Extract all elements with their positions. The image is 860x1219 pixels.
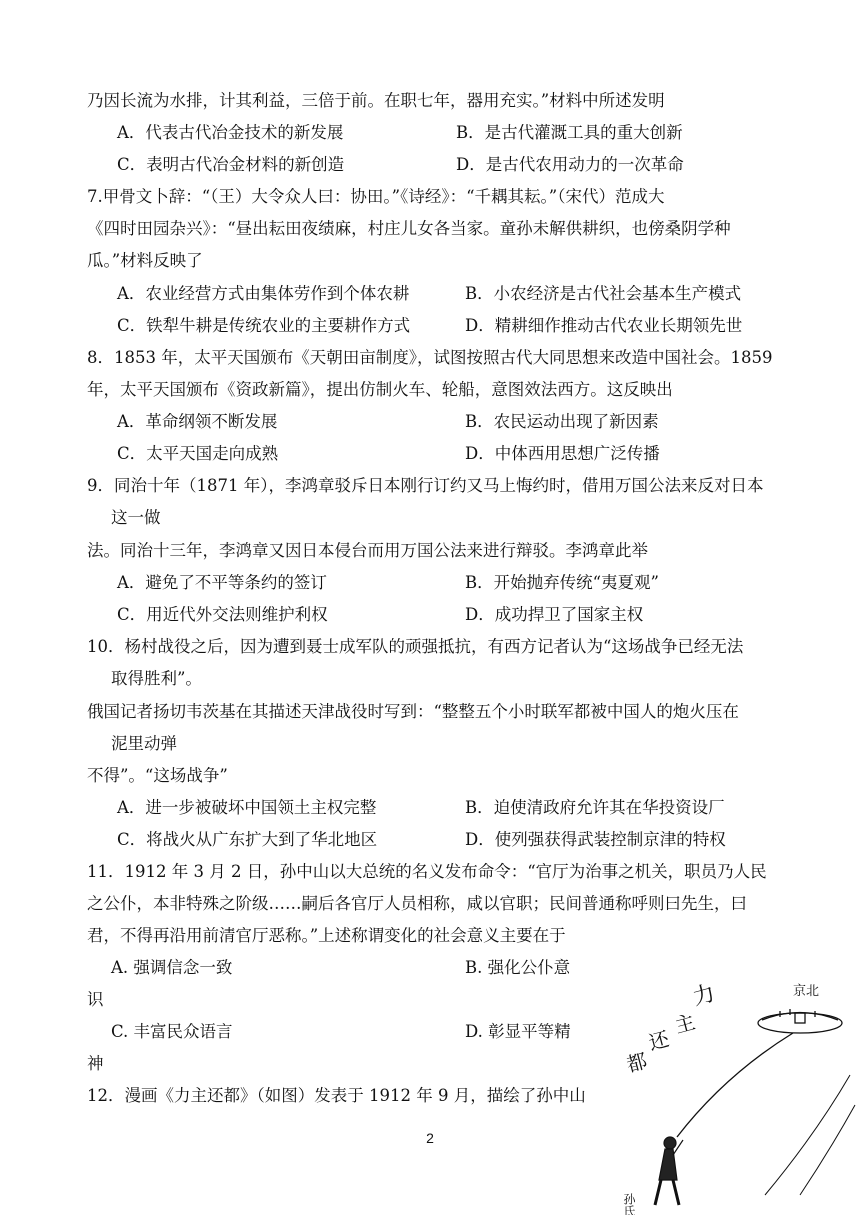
q7-option-b: B．小农经济是古代社会基本生产模式 (465, 284, 742, 303)
q9-line-2: 这一做 (111, 508, 161, 527)
q10-option-c: C．将战火从广东扩大到了华北地区 (117, 830, 378, 849)
cartoon-illustration (615, 965, 860, 1215)
q7-option-a: A．农业经营方式由集体劳作到个体农耕 (117, 284, 410, 303)
q11-option-d-wrap: 神 (87, 1054, 104, 1073)
page-number: 2 (426, 1130, 434, 1146)
q10-line-2: 取得胜利”。 (111, 669, 202, 688)
q11-line-3: 君，不得再沿用前清官厅恶称。”上述称谓变化的社会意义主要在于 (87, 926, 566, 945)
q8-line-1: 8．1853 年，太平天国颁布《天朝田亩制度》，试图按照古代大同思想来改造中国社会。1859 (87, 348, 773, 367)
cartoon-title-char: 还 (646, 1026, 672, 1055)
q11-line-1: 11．1912 年 3 月 2 日，孙中山以大总统的名义发布命令：“官厅为治事之机关，职员乃人民 (87, 862, 767, 881)
rope-line (677, 1033, 793, 1137)
q10-line-4: 泥里动弹 (111, 734, 177, 753)
q11-option-b-wrap: 识 (87, 990, 104, 1009)
q7-line-2: 《四时田园杂兴》：“昼出耘田夜绩麻，村庄儿女各当家。童孙未解供耕织，也傍桑阴学种 (87, 219, 731, 238)
q9-option-a: A．避免了不平等条约的签订 (117, 573, 327, 592)
q9-option-c: C．用近代外交法则维护利权 (117, 605, 328, 624)
cartoon-title-char: 力 (690, 980, 718, 1011)
q8-option-a: A．革命纲领不断发展 (117, 412, 278, 431)
q11-option-b: B. 强化公仆意 (465, 958, 571, 977)
q9-option-d: D．成功捍卫了国家主权 (465, 605, 644, 624)
q6-option-a: A．代表古代冶金技术的新发展 (117, 123, 344, 142)
q11-option-d: D. 彰显平等精 (465, 1022, 571, 1041)
q8-line-2: 年，太平天国颁布《资政新篇》，提出仿制火车、轮船，意图效法西方。这反映出 (87, 380, 673, 399)
q8-option-b: B．农民运动出现了新因素 (465, 412, 659, 431)
q10-option-b: B．迫使清政府允许其在华投资设厂 (465, 798, 725, 817)
q10-line-5: 不得”。“这场战争” (87, 766, 228, 785)
cartoon-title-char: 主 (672, 1009, 698, 1038)
q9-option-b: B．开始抛弃传统“夷夏观” (465, 573, 659, 592)
q7-line-3: 瓜。”材料反映了 (87, 251, 203, 270)
q6-option-c: C．表明古代冶金材料的新创造 (117, 155, 345, 174)
q6-option-d: D．是古代农用动力的一次革命 (456, 155, 684, 174)
q11-option-c: C. 丰富民众语言 (111, 1022, 233, 1041)
cartoon-figure-label: 孙氏 (622, 1193, 636, 1215)
q8-option-d: D．中体西用思想广泛传播 (465, 444, 660, 463)
cartoon-title-char: 都 (624, 1048, 650, 1077)
floating-city-icon (758, 1009, 842, 1033)
q7-option-c: C．铁犁牛耕是传统农业的主要耕作方式 (117, 316, 411, 335)
pulling-figure-icon (655, 1137, 683, 1205)
cartoon-city-label: 京北 (793, 984, 820, 999)
q6-text-tail: 乃因长流为水排，计其利益，三倍于前。在职七年，器用充实。”材料中所述发明 (87, 91, 665, 110)
q10-option-a: A．进一步被破坏中国领土主权完整 (117, 798, 377, 817)
q7-line-1: 7.甲骨文卜辞：“（王）大令众人曰：协田。”《诗经》：“千耦其耘。”（宋代）范成大 (87, 187, 665, 206)
q6-option-b: B．是古代灌溉工具的重大创新 (456, 123, 683, 142)
q7-option-d: D．精耕细作推动古代农业长期领先世 (465, 316, 743, 335)
q11-option-a: A. 强调信念一致 (111, 958, 233, 977)
q12-line-1: 12．漫画《力主还都》（如图）发表于 1912 年 9 月，描绘了孙中山 (87, 1086, 586, 1105)
q10-line-3: 俄国记者扬切韦茨基在其描述天津战役时写到：“整整五个小时联军都被中国人的炮火压在 (87, 702, 739, 721)
sketch-lines (765, 1075, 855, 1195)
q10-line-1: 10．杨村战役之后，因为遭到聂士成军队的顽强抵抗，有西方记者认为“这场战争已经无法 (87, 637, 744, 656)
q9-line-1: 9．同治十年（1871 年），李鸿章驳斥日本刚行订约又马上悔约时，借用万国公法来反对日本 (87, 476, 764, 495)
q8-option-c: C．太平天国走向成熟 (117, 444, 279, 463)
q9-line-3: 法。同治十三年，李鸿章又因日本侵台而用万国公法来进行辩驳。李鸿章此举 (87, 541, 648, 560)
q10-option-d: D．使列强获得武装控制京津的特权 (465, 830, 726, 849)
q11-line-2: 之公仆，本非特殊之阶级……嗣后各官厅人员相称，咸以官职；民间普通称呼则曰先生，曰 (87, 894, 747, 913)
